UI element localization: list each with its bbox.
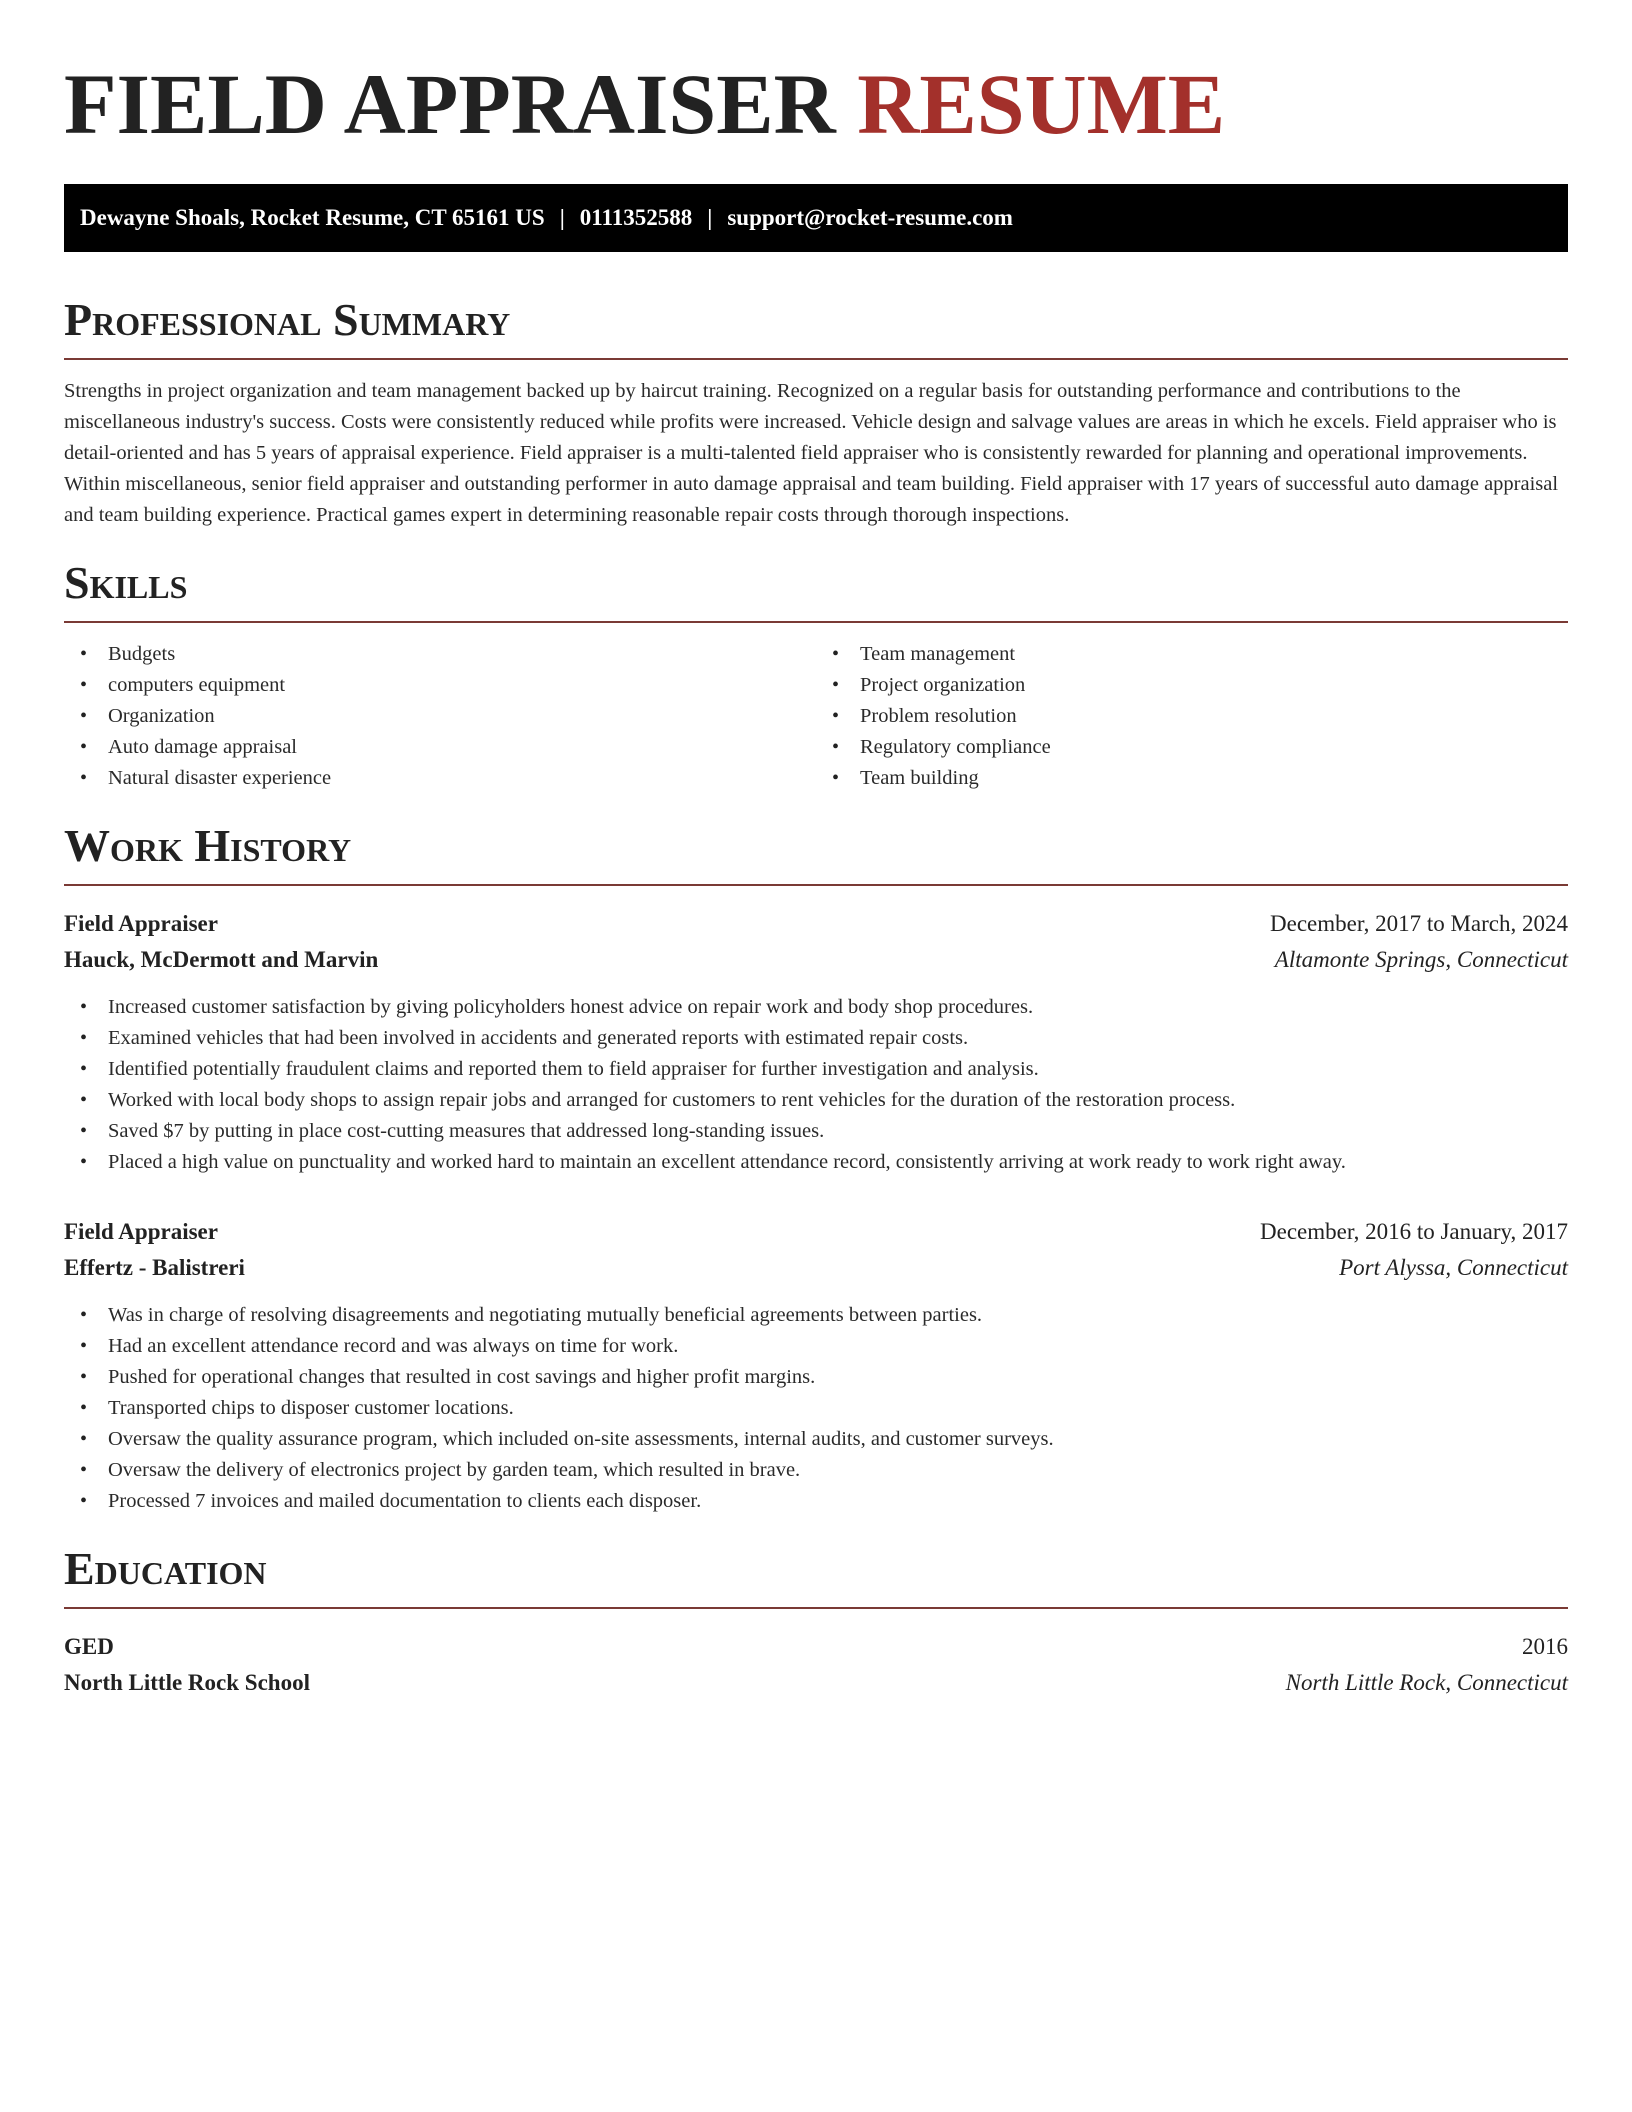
section-education (64, 1543, 1568, 1701)
job-bullets (64, 1300, 1568, 1517)
contact-separator: | (559, 205, 565, 230)
contact-address: Dewayne Shoals, Rocket Resume, CT 65161 US (80, 205, 545, 230)
section-divider (64, 358, 1568, 360)
job-header-row (64, 906, 1568, 942)
education-school-row (64, 1665, 1568, 1701)
skills-column-right (816, 639, 1568, 794)
job-location: Port Alyssa, Connecticut (1339, 1255, 1568, 1280)
job-company: Effertz - Balistreri (64, 1255, 245, 1280)
job-bullet: • Transported chips to disposer customer locations. (64, 1393, 1568, 1424)
skill-item: • Auto damage appraisal (64, 732, 816, 763)
education-year: 2016 (1522, 1634, 1568, 1659)
job-dates: December, 2017 to March, 2024 (1270, 911, 1568, 936)
title-main: FIELD APPRAISER (64, 56, 836, 152)
job-bullet: • Processed 7 invoices and mailed documentation to clients each disposer. (64, 1486, 1568, 1517)
job-bullet: • Pushed for operational changes that resulted in cost savings and higher profit margins. (64, 1362, 1568, 1393)
job-bullet: • Had an excellent attendance record and was always on time for work. (64, 1331, 1568, 1362)
section-heading: Education (64, 1543, 267, 1594)
education-location: North Little Rock, Connecticut (1285, 1670, 1568, 1695)
section-heading: Skills (64, 557, 188, 608)
contact-email: support@rocket-resume.com (727, 205, 1013, 230)
skill-item: • Team management (816, 639, 1568, 670)
contact-bar (64, 184, 1568, 252)
summary-paragraph: Strengths in project organization and team management backed up by haircut training. Recognized on a regular basis for outstanding performance and contributions to the miscellaneous industry's success. Costs were consistently reduced while profits were increased. Vehicle design and salvage values are areas in which he excels. Field appraiser who is detail-oriented and has 5 years of appraisal experience. Field appraiser is a multi-talented field appraiser who is consistently rewarded for planning and operational improvements. Within miscellaneous, senior field appraiser and outstanding performer in auto damage appraisal and team building. Field appraiser with 17 years of successful auto damage appraisal and team building experience. Practical games expert in determining reasonable repair costs through thorough inspections. (64, 380, 1559, 526)
skill-item: • Organization (64, 701, 816, 732)
job-header-row (64, 1214, 1568, 1250)
section-divider (64, 1607, 1568, 1609)
job-entry (64, 906, 1568, 1178)
skills-column-left (64, 639, 816, 794)
job-company-row (64, 942, 1568, 978)
section-divider (64, 884, 1568, 886)
contact-phone: 0111352588 (579, 205, 693, 230)
skill-item: • Project organization (816, 670, 1568, 701)
job-entry (64, 1214, 1568, 1517)
job-dates: December, 2016 to January, 2017 (1260, 1219, 1568, 1244)
job-title: Field Appraiser (64, 911, 218, 936)
section-heading: Professional Summary (64, 294, 511, 345)
job-location: Altamonte Springs, Connecticut (1274, 947, 1568, 972)
section-work-history (64, 820, 1568, 1517)
skill-item: • Regulatory compliance (816, 732, 1568, 763)
education-degree: GED (64, 1634, 114, 1659)
job-bullet: • Saved $7 by putting in place cost-cutting measures that addressed long-standing issues. (64, 1116, 1568, 1147)
section-skills (64, 557, 1568, 794)
job-company-row (64, 1250, 1568, 1286)
skill-item: • Team building (816, 763, 1568, 794)
job-bullet: • Was in charge of resolving disagreements and negotiating mutually beneficial agreements between parties. (64, 1300, 1568, 1331)
skills-grid (64, 639, 1568, 794)
title-accent: RESUME (857, 56, 1226, 152)
job-bullet: • Examined vehicles that had been involved in accidents and generated reports with estimated repair costs. (64, 1023, 1568, 1054)
job-bullets (64, 992, 1568, 1178)
contact-separator: | (707, 205, 713, 230)
job-bullet: • Oversaw the delivery of electronics project by garden team, which resulted in brave. (64, 1455, 1568, 1486)
resume-title (64, 56, 1568, 152)
job-bullet: • Identified potentially fraudulent claims and reported them to field appraiser for further investigation and analysis. (64, 1054, 1568, 1085)
job-title: Field Appraiser (64, 1219, 218, 1244)
job-bullet: • Placed a high value on punctuality and worked hard to maintain an excellent attendance record, consistently arriving at work ready to work right away. (64, 1147, 1568, 1178)
section-heading: Work History (64, 820, 352, 871)
section-divider (64, 621, 1568, 623)
skill-item: • Problem resolution (816, 701, 1568, 732)
skill-item: • Budgets (64, 639, 816, 670)
education-entry (64, 1629, 1568, 1701)
job-bullet: • Oversaw the quality assurance program, which included on-site assessments, internal audits, and customer surveys. (64, 1424, 1568, 1455)
skill-item: • computers equipment (64, 670, 816, 701)
education-header-row (64, 1629, 1568, 1665)
job-company: Hauck, McDermott and Marvin (64, 947, 379, 972)
job-bullet: • Worked with local body shops to assign repair jobs and arranged for customers to rent vehicles for the duration of the restoration process. (64, 1085, 1568, 1116)
skill-item: • Natural disaster experience (64, 763, 816, 794)
section-professional-summary (64, 294, 1568, 531)
education-school: North Little Rock School (64, 1670, 310, 1695)
job-bullet: • Increased customer satisfaction by giving policyholders honest advice on repair work and body shop procedures. (64, 992, 1568, 1023)
